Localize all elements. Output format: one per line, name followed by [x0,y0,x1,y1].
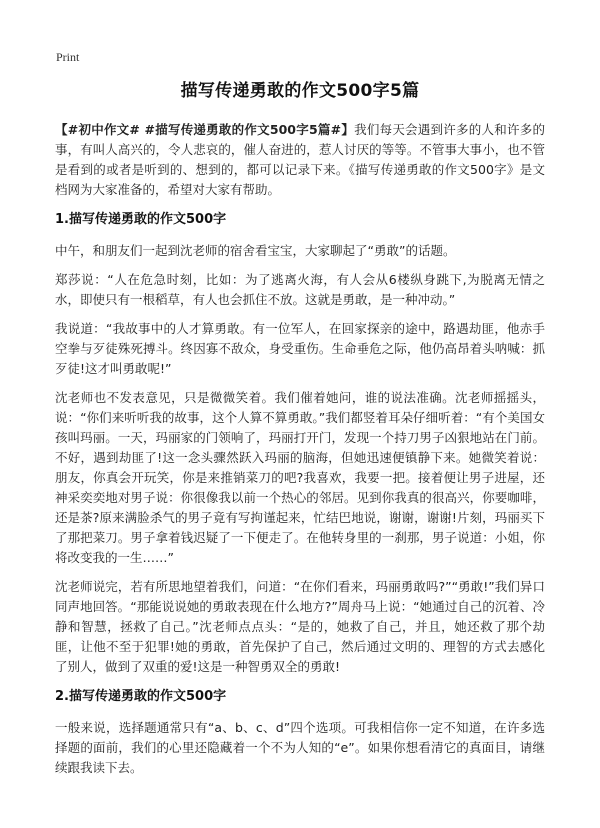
intro-paragraph [55,120,545,200]
print-label[interactable]: Print [56,50,80,64]
intro-text: 我们每天会遇到许多的人和许多的事，有叫人高兴的，令人悲哀的，催人奋进的，惹人讨厌的等等。不管事大事小，也不管是看到的或者是听到的、想到的，都可以记录下来。《描写传递勇敢的作文500字》是文档网为大家准备的，希望对大家有帮助。 [55,122,545,197]
section-2-paragraph-1: 一般来说，选择题通常只有“a、b、c、d”四个选项。可我相信你一定不知道，在许多选择题的面前，我们的心里还隐藏着一个不为人知的“e”。如果你想看清它的真面目，请继续跟我读下去。 [55,720,545,775]
intro-tag: 【#初中作文# #描写传递勇敢的作文500字5篇#】 [55,122,355,137]
section-1-paragraph-5: 沈老师说完，若有所思地望着我们，问道：“在你们看来，玛丽勇敢吗?”“勇敢!”我们异口同声地回答。“那能说说她的勇敢表现在什么地方?”周舟马上说：“她通过自己的沉着、冷静和智慧，拯救了自己。”沈老师点点头：“是的，她救了自己，并且，她还救了那个劫匪，让他不至于犯罪!她的勇敢，首先保护了自己，然后通过文明的、理智的方式去感化了别人，做到了双重的爱!这是一种智勇双全的勇敢! [55,579,545,674]
section-1-heading: 1.描写传递勇敢的作文500字 [55,212,227,227]
section-1-paragraph-1: 中午，和朋友们一起到沈老师的宿舍看宝宝，大家聊起了“勇敢”的话题。 [55,243,456,258]
article-body [55,120,545,787]
page-title: 描写传递勇敢的作文500字5篇 [180,81,420,101]
section-1-paragraph-2: 郑莎说：“人在危急时刻，比如：为了逃离火海，有人会从6楼纵身跳下,为脱离无情之水，即使只有一根稻草，有人也会抓住不放。这就是勇敢，是一种冲动。” [55,272,545,307]
section-2-heading: 2.描写传递勇敢的作文500字 [55,689,227,704]
section-1-paragraph-3: 我说道：“我故事中的人才算勇敢。有一位军人，在回家探亲的途中，路遇劫匪，他赤手空拳与歹徒殊死搏斗。终因寡不敌众，身受重伤。生命垂危之际，他仍高昂着头呐喊：抓歹徒!这才叫勇敢呢!” [55,321,545,376]
section-1-paragraph-4: 沈老师也不发表意见，只是微微笑着。我们催着她问，谁的说法准确。沈老师摇摇头，说：“你们来听听我的故事，这个人算不算勇敢。”我们都竖着耳朵仔细听着：“有个美国女孩叫玛丽。一天，玛丽家的门领响了，玛丽打开门，发现一个持刀男子凶狠地站在门前。不好，遇到劫匪了!这一念头骤然跃入玛丽的脑海，但她迅速便镇静下来。她微笑着说：朋友，你真会开玩笑，你是来推销菜刀的吧?我喜欢，我要一把。接着便让男子进屋，还神采奕奕地对男子说：你很像我以前一个热心的邻居。见到你我真的很高兴，你要咖啡，还是茶?原来满脸杀气的男子竟有写拘谨起来，忙结巴地说，谢谢，谢谢!片刻，玛丽买下了那把菜刀。男子拿着钱迟疑了一下便走了。在他转身里的一刹那，男子说道：小姐，你将改变我的一生……” [55,390,545,565]
